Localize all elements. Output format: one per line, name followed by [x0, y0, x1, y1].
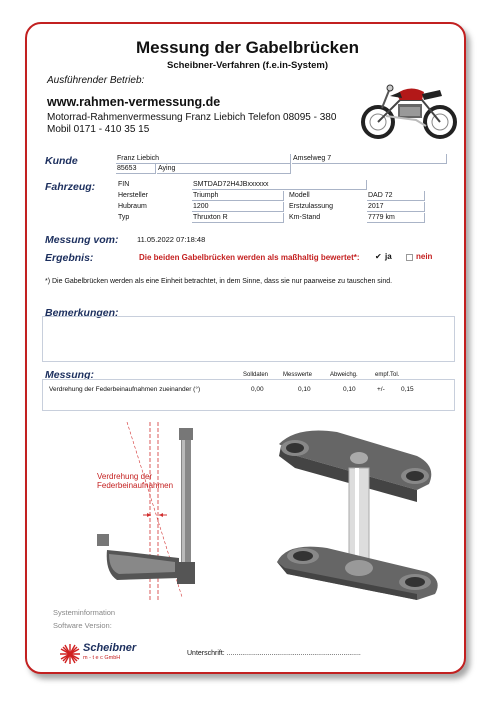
modell-label: Modell — [289, 192, 310, 199]
col-solldaten: Solldaten — [243, 372, 269, 378]
hubraum-label: Hubraum — [118, 203, 147, 210]
ergebnis-footnote: *) Die Gabelbrücken werden als eine Einheit betrachtet, in dem Sinne, dass sie nur paarweise zu tauschen sind. — [45, 278, 393, 285]
bemerkungen-label: Bemerkungen: — [45, 307, 119, 319]
ja-option-label: ja — [385, 252, 392, 261]
typ-label: Typ — [118, 214, 130, 221]
typ-field: Thruxton R — [192, 213, 284, 223]
erstzulassung-field: 2017 — [367, 202, 425, 212]
col-abweichung: Abweichg. — [330, 372, 358, 378]
fin-label: FIN — [118, 181, 130, 188]
kunde-name-field: Franz Liebich — [116, 154, 291, 164]
signature-line: Unterschrift: ..................................................................... — [187, 650, 361, 657]
diagram-label-line1: Verdrehung der — [97, 472, 153, 481]
page-subtitle: Scheibner-Verfahren (f.e.in-System) — [166, 60, 329, 71]
bemerkungen-box — [42, 316, 455, 362]
triple-clamp-diagram — [267, 422, 447, 602]
kunde-street-field: Amselweg 7 — [292, 154, 447, 164]
hersteller-field: Triumph — [192, 191, 284, 201]
modell-field: DAD 72 — [367, 191, 425, 201]
row-tol: 0,15 — [401, 386, 414, 393]
logo-name: Scheibner — [83, 642, 137, 654]
row-soll: 0,00 — [251, 386, 264, 393]
row-mess: 0,10 — [298, 386, 311, 393]
kmstand-label: Km-Stand — [289, 214, 321, 221]
kunde-zip-field: 85653 — [116, 164, 156, 174]
kunde-label: Kunde — [45, 155, 78, 167]
nein-checkbox[interactable] — [406, 254, 413, 261]
messung-vom-label: Messung vom: — [45, 234, 119, 246]
company-contact-line: Motorrad-Rahmenvermessung Franz Liebich Telefon 08095 - 380 — [47, 112, 337, 123]
messung-table — [42, 379, 455, 411]
erstzulassung-label: Erstzulassung — [289, 203, 333, 210]
row-name: Verdrehung der Federbeinaufnahmen zueinander (°) — [49, 386, 201, 393]
hersteller-label: Hersteller — [118, 192, 148, 199]
ergebnis-label: Ergebnis: — [45, 252, 94, 264]
ja-checkmark-icon[interactable]: ✔ — [375, 252, 382, 261]
kmstand-field: 7779 km — [367, 213, 425, 223]
row-abw: 0,10 — [343, 386, 356, 393]
company-website: www.rahmen-vermessung.de — [47, 95, 221, 109]
logo-subtitle: m - t e c GmbH — [83, 655, 121, 661]
motorcycle-image — [360, 70, 460, 142]
nein-option-label: nein — [416, 252, 433, 261]
kunde-city-field: Aying — [157, 164, 291, 174]
scheibner-logo-star-icon — [59, 643, 81, 665]
software-version-label: Software Version: — [53, 621, 112, 630]
page-title: Messung der Gabelbrücken — [136, 38, 359, 57]
diagram-label-line2: Federbeinaufnahmen — [97, 481, 174, 490]
ergebnis-statement: Die beiden Gabelbrücken werden als maßhaltig bewertet*: — [139, 253, 360, 262]
report-sheet — [25, 22, 466, 674]
row-plusminus: +/- — [377, 386, 385, 393]
company-mobile-line: Mobil 0171 - 410 35 15 — [47, 124, 150, 135]
system-info-label: Systeminformation — [53, 608, 116, 617]
col-messwerte: Messwerte — [283, 372, 313, 378]
fin-field: SMTDAD72H4JBxxxxxx — [192, 180, 367, 190]
fahrzeug-label: Fahrzeug: — [45, 181, 96, 193]
hubraum-field: 1200 — [192, 202, 284, 212]
messung-vom-value: 11.05.2022 07:18:48 — [137, 235, 206, 244]
col-empf-tol: empf.Tol. — [375, 372, 400, 378]
fork-side-diagram — [87, 422, 237, 602]
messung-label: Messung: — [45, 369, 95, 381]
performing-company-label: Ausführender Betrieb: — [47, 75, 145, 86]
